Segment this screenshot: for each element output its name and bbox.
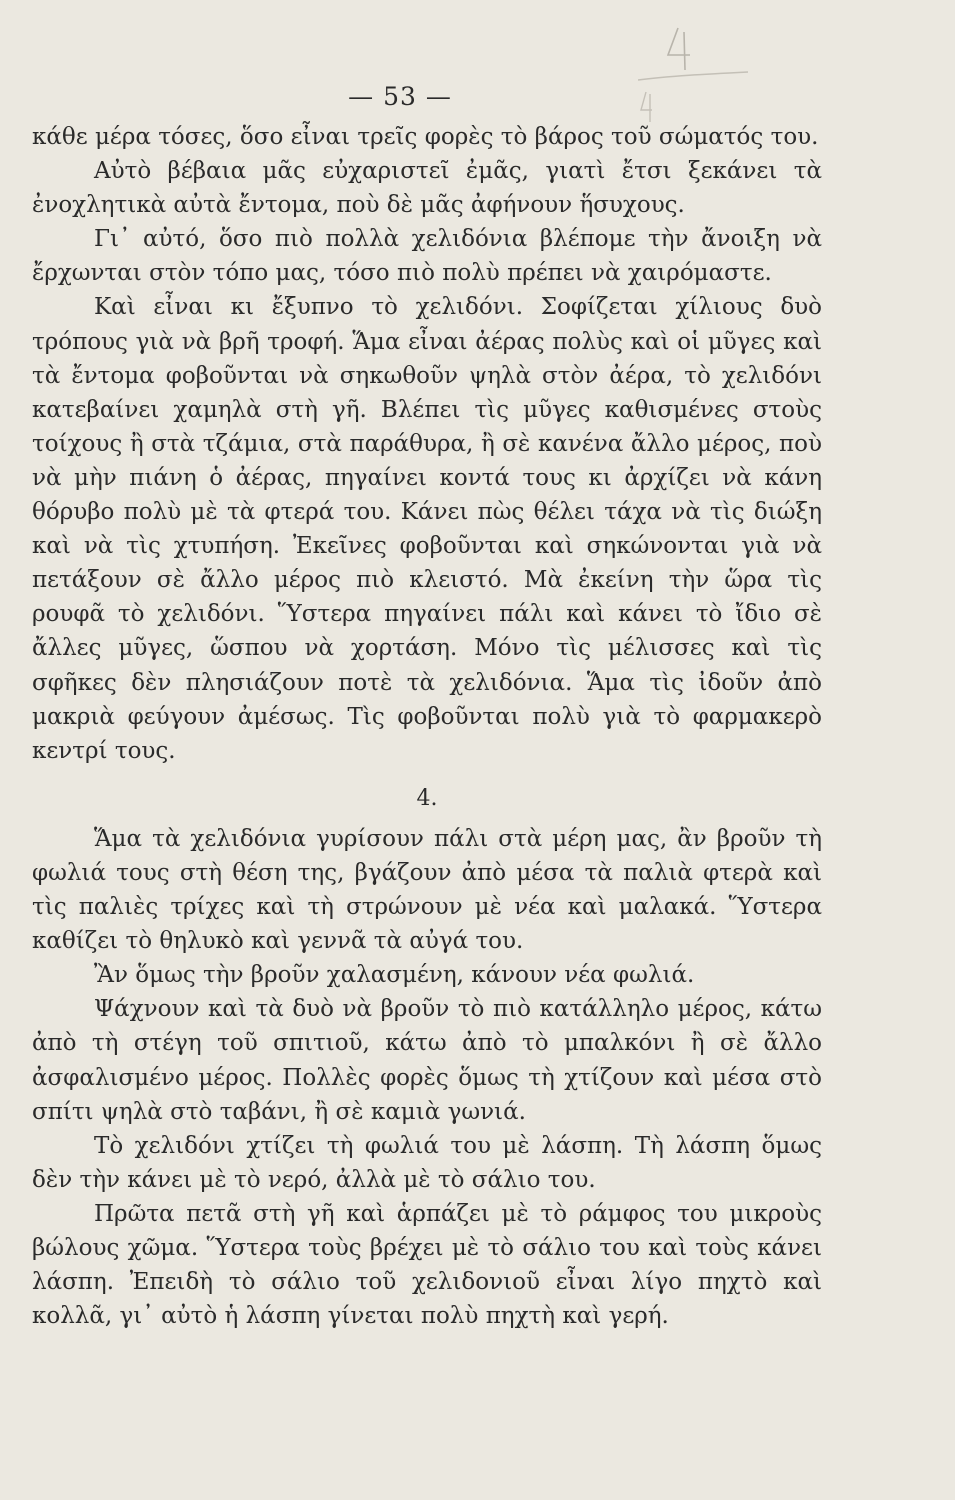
paragraph: κάθε μέρα τόσες, ὅσο εἶναι τρεῖς φορὲς τὸ βάρος τοῦ σώματός του.	[32, 124, 819, 150]
section-number: 4.	[416, 785, 438, 811]
paragraph: Ἅμα τὰ χελιδόνια γυρίσουν πάλι στὰ μέρη μας, ἂν βροῦν τὴ φωλιά τους στὴ θέση της, βγάζουν ἀπὸ μέσα τὰ παλιὰ φτερὰ καὶ τὶς παλιὲς τρίχες καὶ τὴ στρώνουν μὲ νέα καὶ μαλακά. Ὕστερα καθίζει τὸ θηλυκὸ καὶ γεννᾶ τὰ αὐγά του.	[32, 825, 822, 955]
page-body	[32, 120, 822, 1333]
paragraph: Πρῶτα πετᾶ στὴ γῆ καὶ ἁρπάζει μὲ τὸ ράμφος του μικροὺς βώλους χῶμα. Ὕστερα τοὺς βρέχει μὲ τὸ σάλιο του καὶ τοὺς κάνει λάσπη. Ἐπειδὴ τὸ σάλιο τοῦ χελιδονιοῦ εἶναι λίγο πηχτὸ καὶ κολλᾶ, γι᾽ αὐτὸ ἡ λάσπη γίνεται πολὺ πηχτὴ καὶ γερή.	[32, 1200, 822, 1330]
paragraph: Καὶ εἶναι κι ἔξυπνο τὸ χελιδόνι. Σοφίζεται χίλιους δυὸ τρόπους γιὰ νὰ βρῆ τροφή. Ἅμα εἶναι ἀέρας πολὺς καὶ οἱ μῦγες καὶ τὰ ἔντομα φοβοῦνται νὰ σηκωθοῦν ψηλὰ στὸν ἀέρα, τὸ χελιδόνι κατεβαίνει χαμηλὰ στὴ γῆ. Βλέπει τὶς μῦγες καθισμένες στοὺς τοίχους ἢ στὰ τζάμια, στὰ παράθυρα, ἢ σὲ κανένα ἄλλο μέρος, ποὺ νὰ μὴν πιάνη ὁ ἀέρας, πηγαίνει κοντά τους κι ἀρχίζει νὰ κάνη θόρυβο πολὺ μὲ τὰ φτερά του. Κάνει πὼς θέλει τάχα νὰ τὶς διώξη καὶ νὰ τὶς χτυπήση. Ἐκεῖνες φοβοῦνται καὶ σηκώνονται γιὰ νὰ πετάξουν σὲ ἄλλο μέρος πιὸ κλειστό. Μὰ ἐκείνη τὴν ὥρα τὶς ρουφᾶ τὸ χελιδόνι. Ὕστερα πηγαίνει πάλι καὶ κάνει τὸ ἴδιο σὲ ἄλλες μῦγες, ὥσπου νὰ χορτάση. Μόνο τὶς μέλισσες καὶ τὶς σφῆκες δὲν πλησιάζουν ποτὲ τὰ χελιδόνια. Ἅμα τὶς ἰδοῦν ἀπὸ μακριὰ φεύγουν ἀμέσως. Τὶς φοβοῦνται πολὺ γιὰ τὸ φαρμακερὸ κεντρί τους.	[32, 294, 822, 764]
paragraph: Γι᾽ αὐτό, ὅσο πιὸ πολλὰ χελιδόνια βλέπομε τὴν ἄνοιξη νὰ ἔρχωνται στὸν τόπο μας, τόσο πιὸ πολὺ πρέπει νὰ χαιρόμαστε.	[32, 226, 822, 287]
paragraph: Ψάχνουν καὶ τὰ δυὸ νὰ βροῦν τὸ πιὸ κατάλληλο μέρος, κάτω ἀπὸ τὴ στέγη τοῦ σπιτιοῦ, κάτω ἀπὸ τὸ μπαλκόνι ἢ σὲ ἄλλο ἀσφαλισμένο μέρος. Πολλὲς φορὲς ὅμως τὴ χτίζουν καὶ μέσα στὸ σπίτι ψηλὰ στὸ ταβάνι, ἢ σὲ καμιὰ γωνιά.	[32, 996, 822, 1125]
paragraph: Ἂν ὅμως τὴν βροῦν χαλασμένη, κάνουν νέα φωλιά.	[94, 962, 695, 989]
paragraph: Αὐτὸ βέβαια μᾶς εὐχαριστεῖ ἐμᾶς, γιατὶ ἔτσι ξεκάνει τὰ ἐνοχλητικὰ αὐτὰ ἔντομα, ποὺ δὲ μᾶς ἀφήνουν ἥσυχους.	[32, 158, 822, 219]
handwritten-page-mark	[638, 10, 758, 130]
page-number: — 53 —	[348, 82, 452, 111]
paragraph: Τὸ χελιδόνι χτίζει τὴ φωλιά του μὲ λάσπη. Τὴ λάσπη ὅμως δὲν τὴν κάνει μὲ τὸ νερό, ἀλλὰ μὲ τὸ σάλιο του.	[32, 1132, 822, 1193]
handwritten-mark-icon	[638, 10, 758, 130]
